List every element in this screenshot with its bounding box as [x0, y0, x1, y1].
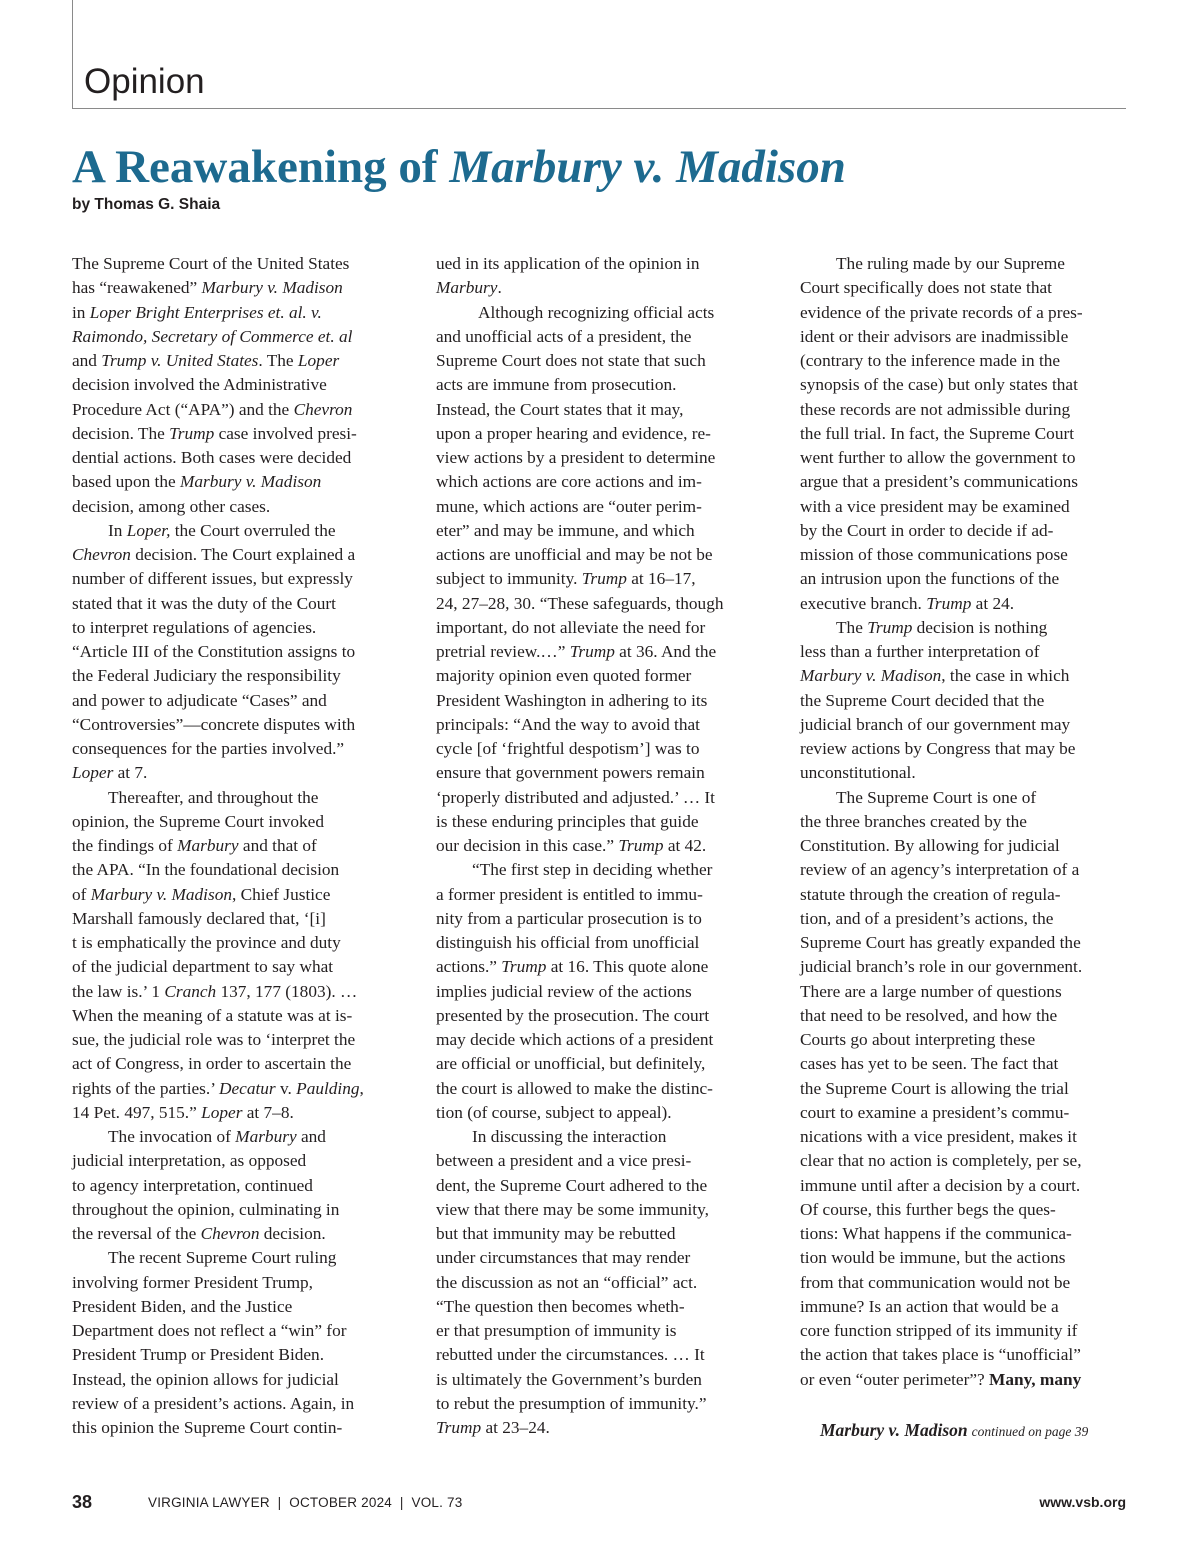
- article-line: Court specifically does not state that: [800, 278, 1052, 298]
- article-line: principals: “And the way to avoid that: [436, 714, 700, 734]
- article-line: to rebut the presumption of immunity.”: [436, 1393, 707, 1413]
- article-line: stated that it was the duty of the Court: [72, 593, 336, 613]
- article-line: Loper at 7.: [72, 763, 148, 783]
- article-line: rights of the parties.’ Decatur v. Paulding,: [72, 1078, 364, 1098]
- article-line: review actions by Congress that may be: [800, 739, 1076, 758]
- article-line: Marbury v. Madison, the case in which: [800, 666, 1070, 686]
- article-line: ued in its application of the opinion in: [436, 254, 700, 273]
- article-line: court to examine a president’s commu-: [800, 1102, 1070, 1122]
- article-line: The Trump decision is nothing: [836, 617, 1048, 637]
- article-line: cycle [of ‘frightful despotism’] was to: [436, 739, 700, 758]
- article-line: mission of those communications pose: [800, 545, 1068, 564]
- article-line: is ultimately the Government’s burden: [436, 1369, 702, 1389]
- article-line: the Supreme Court decided that the: [800, 690, 1045, 710]
- article-line: “Controversies”—concrete disputes with: [72, 714, 356, 734]
- article-line: this opinion the Supreme Court contin-: [72, 1418, 343, 1437]
- article-line: executive branch. Trump at 24.: [800, 593, 1015, 613]
- article-title-plain: A Reawakening of: [72, 141, 450, 193]
- article-line: Although recognizing official acts: [478, 302, 715, 322]
- article-line: judicial branch’s role in our government.: [800, 957, 1083, 977]
- article-line: that need to be resolved, and how the: [800, 1005, 1058, 1025]
- article-line: The ruling made by our Supreme: [836, 254, 1065, 273]
- article-line: nications with a vice president, makes it: [800, 1127, 1077, 1146]
- article-line: tions: What happens if the communica-: [800, 1224, 1072, 1243]
- article-line: immune? Is an action that would be a: [800, 1296, 1059, 1316]
- article-line: In discussing the interaction: [472, 1127, 667, 1146]
- article-line: with a vice president may be examined: [800, 496, 1070, 516]
- article-line: but that immunity may be rebutted: [436, 1224, 676, 1243]
- article-line: less than a further interpretation of: [800, 642, 1040, 661]
- article-line: under circumstances that may render: [436, 1248, 691, 1268]
- article-line: based upon the Marbury v. Madison: [72, 472, 322, 492]
- article-line: of Marbury v. Madison, Chief Justice: [72, 884, 331, 904]
- article-line: is these enduring principles that guide: [436, 811, 699, 831]
- article-line: rebutted under the circumstances. … It: [436, 1345, 705, 1365]
- article-line: distinguish his official from unofficial: [436, 933, 700, 952]
- continued-note: continued on page 39: [971, 1424, 1089, 1439]
- article-line: 24, 27–28, 30. “These safeguards, though: [436, 593, 724, 613]
- article-line: Instead, the Court states that it may,: [436, 399, 684, 419]
- article-line: decision involved the Administrative: [72, 375, 327, 395]
- article-line: involving former President Trump,: [72, 1272, 313, 1292]
- article-line: synopsis of the case) but only states that: [800, 375, 1078, 395]
- article-line: dent, the Supreme Court adhered to the: [436, 1175, 708, 1195]
- website-link[interactable]: www.vsb.org: [1039, 1494, 1126, 1510]
- article-line: and unofficial acts of a president, the: [436, 326, 692, 346]
- article-line: tion (of course, subject to appeal).: [436, 1102, 672, 1122]
- article-line: tion would be immune, but the actions: [800, 1248, 1066, 1268]
- article-line: the APA. “In the foundational decision: [72, 860, 340, 880]
- article-line: these records are not admissible during: [800, 399, 1071, 419]
- article-line: er that presumption of immunity is: [436, 1321, 677, 1340]
- article-line: sue, the judicial role was to ‘interpret the: [72, 1030, 356, 1049]
- article-line: review of an agency’s interpretation of a: [800, 860, 1080, 880]
- article-line: by the Court in order to decide if ad-: [800, 520, 1054, 540]
- article-line: argue that a president’s communications: [800, 472, 1079, 492]
- article-line: Supreme Court has greatly expanded the: [800, 933, 1081, 952]
- article-line: and power to adjudicate “Cases” and: [72, 690, 327, 710]
- article-line: the court is allowed to make the distinc-: [436, 1078, 713, 1098]
- article-line: the law is.’ 1 Cranch 137, 177 (1803). …: [72, 981, 358, 1001]
- article-line: eter” and may be immune, and which: [436, 520, 695, 540]
- article-line: the full trial. In fact, the Supreme Court: [800, 423, 1075, 443]
- article-line: The Supreme Court of the United States: [72, 254, 350, 273]
- article-line: review of a president’s actions. Again, in: [72, 1393, 355, 1413]
- article-line: in Loper Bright Enterprises et. al. v.: [72, 302, 322, 322]
- article-line: Procedure Act (“APA”) and the Chevron: [72, 399, 353, 419]
- article-line: Trump at 23–24.: [436, 1418, 550, 1437]
- article-line: In Loper, the Court overruled the: [108, 520, 336, 540]
- article-line: “Article III of the Constitution assigns to: [72, 642, 356, 661]
- article-line: of the judicial department to say what: [72, 957, 334, 977]
- article-line: cases has yet to be seen. The fact that: [800, 1054, 1059, 1074]
- article-line: The recent Supreme Court ruling: [108, 1248, 337, 1268]
- article-line: Marshall famously declared that, ‘[i]: [72, 908, 326, 928]
- article-line: Constitution. By allowing for judicial: [800, 836, 1060, 855]
- article-line: 14 Pet. 497, 515.” Loper at 7–8.: [72, 1102, 294, 1122]
- article-line: the three branches created by the: [800, 811, 1027, 831]
- article-line: When the meaning of a statute was at is-: [72, 1005, 353, 1025]
- article-line: from that communication would not be: [800, 1272, 1071, 1292]
- article-line: majority opinion even quoted former: [436, 666, 692, 686]
- byline: by Thomas G. Shaia: [72, 196, 221, 213]
- section-divider-horizontal: [72, 108, 1126, 109]
- article-line: President Trump or President Biden.: [72, 1345, 325, 1365]
- article-line: decision, among other cases.: [72, 496, 271, 516]
- article-line: has “reawakened” Marbury v. Madison: [72, 278, 343, 298]
- article-line: between a president and a vice presi-: [436, 1151, 692, 1171]
- article-line: The Supreme Court is one of: [836, 787, 1037, 807]
- article-line: mune, which actions are “outer perim-: [436, 496, 702, 516]
- article-line: decision. The Trump case involved presi-: [72, 423, 357, 443]
- article-line: actions are unofficial and may be not be: [436, 545, 713, 564]
- article-line: Thereafter, and throughout the: [108, 787, 319, 807]
- page-footer: [72, 1492, 1126, 1516]
- article-line: presented by the prosecution. The court: [436, 1005, 710, 1025]
- article-line: the Supreme Court is allowing the trial: [800, 1078, 1069, 1098]
- article-line: consequences for the parties involved.”: [72, 739, 345, 758]
- article-line: pretrial review.…” Trump at 36. And the: [436, 642, 717, 661]
- article-line: Courts go about interpreting these: [800, 1030, 1036, 1049]
- article-line: Instead, the opinion allows for judicial: [72, 1369, 339, 1389]
- article-line: are official or unofficial, but definitely,: [436, 1054, 706, 1074]
- article-line: view that there may be some immunity,: [436, 1199, 709, 1219]
- article-line: (contrary to the inference made in the: [800, 351, 1061, 370]
- article-line: Raimondo, Secretary of Commerce et. al: [72, 326, 353, 346]
- article-line: President Biden, and the Justice: [72, 1296, 293, 1316]
- article-title-italic: Marbury v. Madison: [449, 141, 846, 193]
- article-line: the action that takes place is “unofficial”: [800, 1345, 1081, 1365]
- article-column-3: [800, 252, 1130, 1392]
- article-line: “The first step in deciding whether: [472, 860, 713, 880]
- article-line: an intrusion upon the functions of the: [800, 569, 1060, 589]
- article-line: Of course, this further begs the ques-: [800, 1199, 1056, 1219]
- article-line: Chevron decision. The Court explained a: [72, 545, 356, 564]
- article-line: important, do not alleviate the need for: [436, 617, 706, 637]
- article-line: t is emphatically the province and duty: [72, 933, 341, 952]
- article-line: a former president is entitled to immu-: [436, 884, 703, 904]
- article-line: Department does not reflect a “win” for: [72, 1321, 347, 1340]
- article-line: the Federal Judiciary the responsibility: [72, 666, 341, 686]
- article-line: judicial branch of our government may: [800, 714, 1071, 734]
- article-line: President Washington in adhering to its: [436, 690, 708, 710]
- article-line: number of different issues, but expressly: [72, 569, 353, 589]
- article-column-1: [72, 252, 402, 1440]
- article-line: statute through the creation of regula-: [800, 884, 1061, 904]
- article-line: and Trump v. United States. The Loper: [72, 351, 340, 370]
- article-line: our decision in this case.” Trump at 42.: [436, 836, 707, 855]
- article-line: ensure that government powers remain: [436, 763, 705, 783]
- article-line: “The question then becomes wheth-: [436, 1296, 685, 1316]
- article-line: There are a large number of questions: [800, 981, 1062, 1001]
- article-line: judicial interpretation, as opposed: [72, 1151, 307, 1171]
- continued-title: Marbury v. Madison: [820, 1420, 968, 1440]
- article-line: tion, and of a president’s actions, the: [800, 908, 1054, 928]
- continued-notice: [820, 1420, 1088, 1441]
- article-title: [72, 138, 846, 196]
- article-line: actions.” Trump at 16. This quote alone: [436, 957, 709, 977]
- article-line: or even “outer perimeter”? Many, many: [800, 1369, 1082, 1389]
- article-line: ‘properly distributed and adjusted.’ … It: [436, 787, 715, 807]
- article-line: dential actions. Both cases were decided: [72, 448, 352, 467]
- article-column-2: [436, 252, 766, 1440]
- section-label: Opinion: [84, 62, 205, 101]
- article-line: evidence of the private records of a pres-: [800, 302, 1083, 322]
- article-line: immune until after a decision by a court.: [800, 1175, 1081, 1195]
- article-line: may decide which actions of a president: [436, 1030, 714, 1049]
- article-line: opinion, the Supreme Court invoked: [72, 811, 324, 831]
- section-divider-vertical: [72, 0, 73, 108]
- article-line: unconstitutional.: [800, 763, 916, 783]
- article-line: to interpret regulations of agencies.: [72, 617, 317, 637]
- page-number: 38: [72, 1492, 93, 1512]
- article-line: to agency interpretation, continued: [72, 1175, 313, 1195]
- article-line: the reversal of the Chevron decision.: [72, 1224, 326, 1243]
- article-line: went further to allow the government to: [800, 448, 1076, 467]
- article-line: nity from a particular prosecution is to: [436, 908, 702, 928]
- article-line: Supreme Court does not state that such: [436, 351, 706, 370]
- article-line: upon a proper hearing and evidence, re-: [436, 423, 711, 443]
- article-line: core function stripped of its immunity if: [800, 1321, 1078, 1340]
- article-line: act of Congress, in order to ascertain the: [72, 1054, 352, 1074]
- article-line: which actions are core actions and im-: [436, 472, 702, 492]
- article-line: clear that no action is completely, per se,: [800, 1151, 1082, 1171]
- article-line: Marbury.: [436, 278, 502, 298]
- article-line: The invocation of Marbury and: [108, 1127, 326, 1146]
- article-line: view actions by a president to determine: [436, 448, 716, 467]
- article-line: ident or their advisors are inadmissible: [800, 326, 1069, 346]
- article-line: subject to immunity. Trump at 16–17,: [436, 569, 696, 589]
- publication-info: VIRGINIA LAWYER | OCTOBER 2024 | VOL. 73: [148, 1495, 463, 1510]
- article-line: the findings of Marbury and that of: [72, 836, 317, 855]
- article-line: acts are immune from prosecution.: [436, 375, 677, 395]
- article-line: throughout the opinion, culminating in: [72, 1199, 340, 1219]
- article-line: the discussion as not an “official” act.: [436, 1272, 698, 1292]
- article-line: implies judicial review of the actions: [436, 981, 692, 1001]
